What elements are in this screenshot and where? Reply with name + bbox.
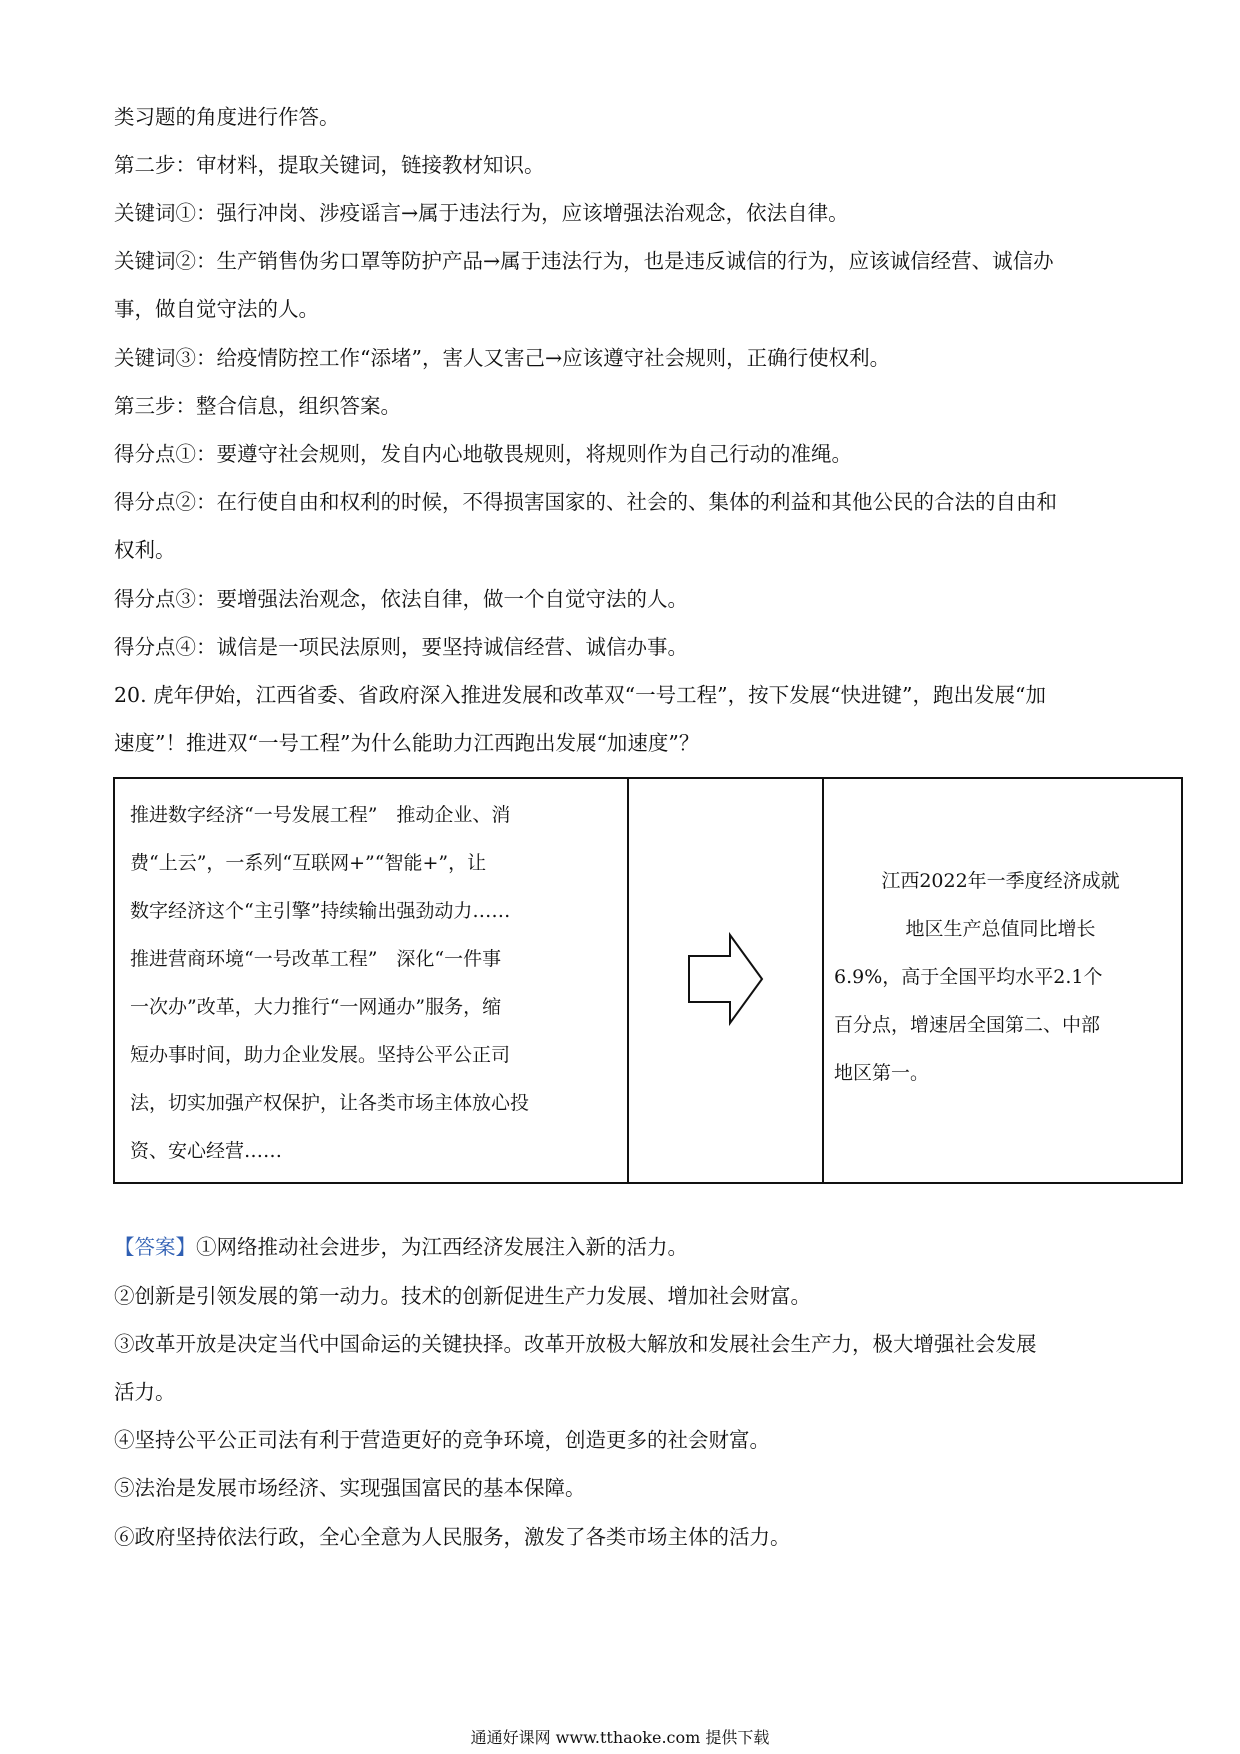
material-line: 费“上云”，一系列“互联网+”“智能+”，让: [130, 852, 487, 874]
text-line: 第三步：整合信息，组织答案。: [114, 394, 401, 418]
material-line: 资、安心经营……: [130, 1140, 283, 1162]
material-line: 地区生产总值同比增长: [905, 918, 1096, 940]
question-20-text: 20. 虎年伊始，江西省委、省政府深入推进发展和改革双“一号工程”，按下发展“快进键”，跑出发展“加: [114, 683, 1047, 707]
answer-line: ⑤法治是发展市场经济、实现强国富民的基本保障。: [114, 1476, 586, 1500]
material-line: 6.9%，高于全国平均水平2.1个: [834, 966, 1103, 988]
text-line: 类习题的角度进行作答。: [114, 105, 340, 129]
answer-line: ③改革开放是决定当代中国命运的关键抉择。改革开放极大解放和发展社会生产力，极大增强社会发展: [114, 1332, 1037, 1356]
answer-first-line: [114, 1232, 688, 1262]
material-line: 短办事时间，助力企业发展。坚持公平公正司: [130, 1044, 511, 1066]
material-line: 一次办”改革，大力推行“一网通办”服务，缩: [130, 996, 502, 1018]
material-right-cell: [823, 778, 1182, 1183]
answer-line: ④坚持公平公正司法有利于营造更好的竞争环境，创造更多的社会财富。: [114, 1428, 770, 1452]
text-line: 得分点①：要遵守社会规则，发自内心地敬畏规则，将规则作为自己行动的准绳。: [114, 442, 852, 466]
material-table: [113, 777, 1183, 1184]
material-line: 法，切实加强产权保护，让各类市场主体放心投: [130, 1092, 530, 1114]
page-footer: 通通好课网 www.tthaoke.com 提供下载: [470, 1728, 770, 1747]
arrow-cell: [628, 778, 823, 1183]
material-line: 百分点，增速居全国第二、中部: [834, 1014, 1101, 1036]
text-line: 关键词①：强行冲岗、涉疫谣言→属于违法行为，应该增强法治观念，依法自律。: [114, 201, 849, 225]
text-line: 得分点③：要增强法治观念，依法自律，做一个自觉守法的人。: [114, 587, 688, 611]
material-line: 推进数字经济“一号发展工程” 推动企业、消: [130, 804, 511, 826]
text-line: 关键词②：生产销售伪劣口罩等防护产品→属于违法行为，也是违反诚信的行为，应该诚信经营、诚信办: [114, 249, 1054, 273]
text-line: 得分点②：在行使自由和权利的时候，不得损害国家的、社会的、集体的利益和其他公民的合法的自由和: [114, 490, 1057, 514]
material-line: 江西2022年一季度经济成就: [881, 870, 1120, 892]
answer-line: 活力。: [114, 1380, 176, 1404]
answer-tag: 【答案】: [114, 1235, 196, 1259]
text-line: 事，做自觉守法的人。: [114, 297, 319, 321]
material-left-cell: [114, 778, 628, 1183]
answer-line: ②创新是引领发展的第一动力。技术的创新促进生产力发展、增加社会财富。: [114, 1284, 811, 1308]
right-arrow-icon: [686, 931, 766, 1027]
question-20-text: 速度”！推进双“一号工程”为什么能助力江西跑出发展“加速度”？: [114, 731, 700, 755]
text-line: 权利。: [114, 538, 176, 562]
material-line: 数字经济这个“主引擎”持续输出强劲动力……: [130, 900, 511, 922]
text-line: 关键词③：给疫情防控工作“添堵”，害人又害己→应该遵守社会规则，正确行使权利。: [114, 346, 891, 370]
material-line: 推进营商环境“一号改革工程” 深化“一件事: [130, 948, 502, 970]
material-line: 地区第一。: [834, 1062, 930, 1084]
text-line: 第二步：审材料，提取关键词，链接教材知识。: [114, 153, 545, 177]
text-line: 得分点④：诚信是一项民法原则，要坚持诚信经营、诚信办事。: [114, 635, 688, 659]
answer-line: ⑥政府坚持依法行政，全心全意为人民服务，激发了各类市场主体的活力。: [114, 1525, 791, 1549]
answer-text: ①网络推动社会进步，为江西经济发展注入新的活力。: [196, 1235, 688, 1259]
